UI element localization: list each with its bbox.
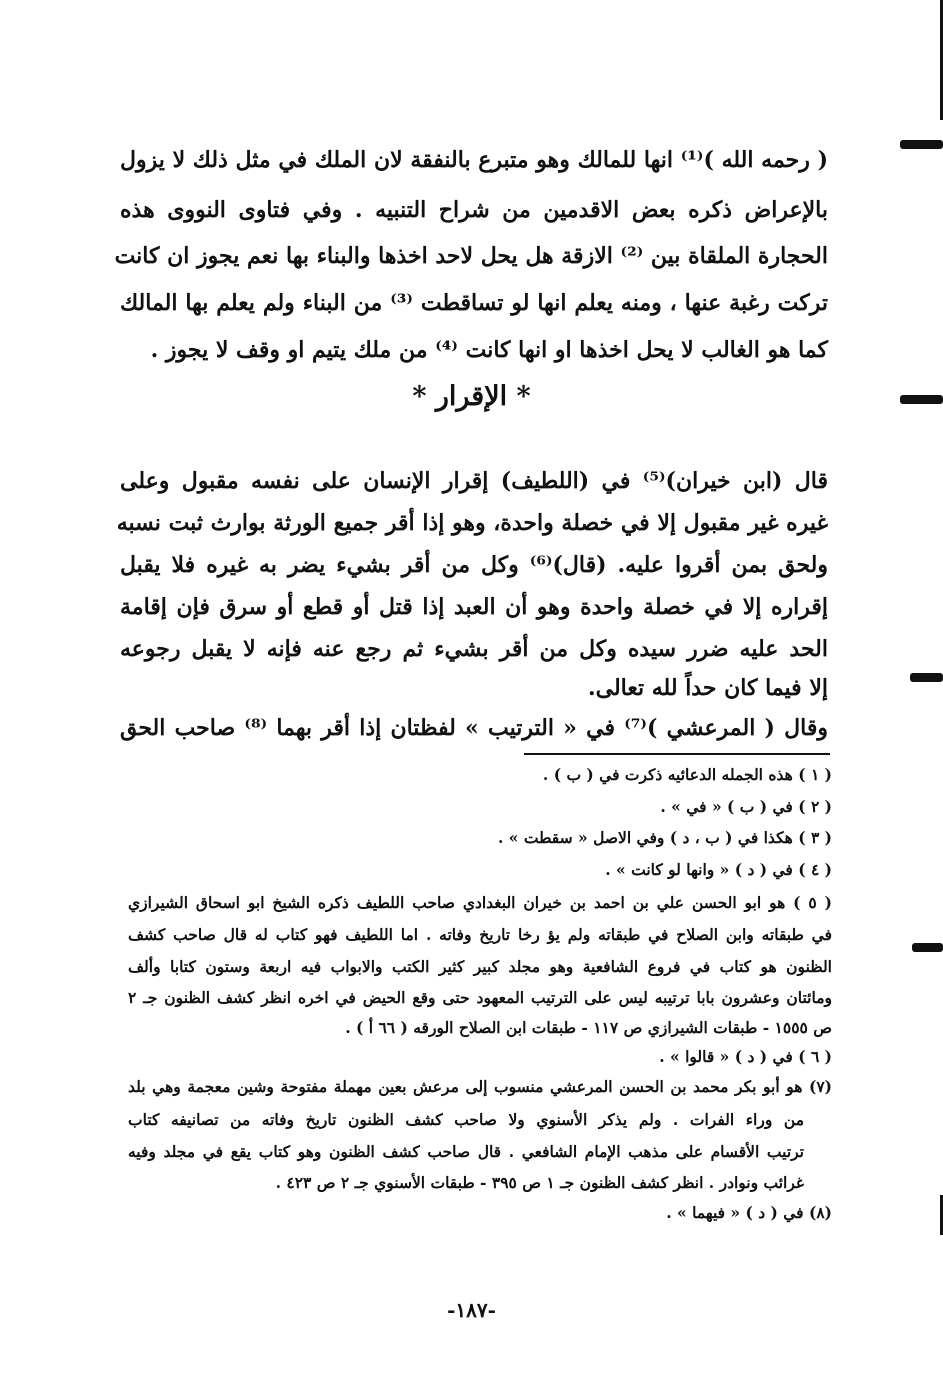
- footnote-line: من وراء الفرات . ولم يذكر الأسنوي ولا صاحب كشف الظنون تاريخ وفاته من تصانيفه كتاب: [128, 1110, 804, 1129]
- footnote-line: ( ٥ ) هو ابو الحسن علي بن احمد بن خيران البغدادي صاحب اللطيف ذكره الشيخ ابو اسحاق الشيرازي: [128, 893, 832, 912]
- footnote-line: ( ٦ ) في ( د ) « قالوا » .: [659, 1047, 832, 1066]
- binding-mark: [910, 673, 943, 682]
- main-text-line: الحجارة الملقاة بين ⁽²⁾ الازقة هل يحل لاحد اخذها والبناء بها نعم يجوز ان كانت: [114, 243, 828, 269]
- footnote-line: ( ١ ) هذه الجمله الدعائيه ذكرت في ( ب ) .: [542, 765, 832, 784]
- footnote-separator: [524, 753, 830, 755]
- main-text-line: ( رحمه الله )⁽¹⁾ انها للمالك وهو متبرع بالنفقة لان الملك في مثل ذلك لا يزول: [120, 147, 829, 173]
- footnote-line: ( ٣ ) هكذا في ( ب ، د ) وفي الاصل « سقطت » .: [497, 828, 832, 847]
- footnote-line: ( ٢ ) في ( ب ) « في » .: [660, 797, 832, 816]
- main-text-line: قال (ابن خيران)⁽⁵⁾ في (اللطيف) إقرار الإنسان على نفسه مقبول وعلى: [120, 468, 828, 494]
- main-text-line: وقال ( المرعشي )⁽⁷⁾ في « الترتيب » لفظتان إذا أقر بهما ⁽⁸⁾ صاحب الحق: [120, 715, 829, 741]
- binding-mark: [912, 943, 943, 952]
- main-text-line: غيره غير مقبول إلا في خصلة واحدة، وهو إذا أقر جميع الورثة بوارث ثبت نسبه: [116, 510, 828, 536]
- footnote-line: الظنون هو كتاب في فروع الشافعية وهو مجلد كبير كثير الكتب والابواب فيه اربعة وستون كتابا وألف: [128, 957, 832, 976]
- footnote-line: ومائتان وعشرون بابا ترتيبه ليس على الترتيب المعهود حتى وقع الحيض في اخره انظر كشف الظنون جـ ٢: [128, 988, 832, 1007]
- footnote-line: ترتيب الأقسام على مذهب الإمام الشافعي . قال صاحب كشف الظنون وهو كتاب يقع في مجلد وفيه: [128, 1142, 804, 1161]
- main-text-line: إلا فيما كان حداً لله تعالى.: [587, 675, 828, 701]
- binding-mark: [900, 140, 943, 149]
- footnote-line: ص ١٥٥٥ - طبقات الشيرازي ص ١١٧ - طبقات ابن الصلاح الورقه ( ٦٦ أ ) .: [345, 1018, 832, 1037]
- footnote-line: (٨) في ( د ) « فيهما » .: [666, 1203, 832, 1222]
- main-text-line: تركت رغبة عنها ، ومنه يعلم انها لو تساقطت ⁽³⁾ من البناء ولم يعلم بها المالك: [120, 290, 828, 316]
- main-text-line: الحد عليه ضرر سيده وكل من أقر بشيء ثم رجع عنه فإنه لا يقبل رجوعه: [120, 636, 828, 662]
- page-number: -١٨٧-: [447, 1298, 496, 1322]
- footnote-line: غرائب ونوادر . انظر كشف الظنون جـ ١ ص ٣٩٥ - طبقات الأسنوي جـ ٢ ص ٤٢٣ .: [275, 1173, 804, 1192]
- footnote-line: (٧) هو أبو بكر محمد بن الحسن المرعشي منسوب إلى مرعش بعين مهملة مفتوحة وشين معجمة وهي بلد: [128, 1077, 832, 1096]
- main-text-line: ولحق بمن أقروا عليه. (قال)⁽⁶⁾ وكل من أقر بشيء يضر به غيره فلا يقبل: [120, 552, 828, 578]
- section-heading: * الإقرار *: [412, 381, 531, 412]
- main-text-line: إقراره إلا في خصلة واحدة وهو أن العبد إذا قتل أو قطع أو سرق فإن إقامة: [120, 594, 828, 620]
- main-text-line: كما هو الغالب لا يحل اخذها او انها كانت ⁽⁴⁾ من ملك يتيم او وقف لا يجوز .: [150, 337, 828, 363]
- footnote-line: في طبقاته وابن الصلاح في طبقاته ولم يؤ رخا تاريخ وفاته . اما اللطيف فهو كتاب له قال صاحب كشف: [128, 925, 832, 944]
- footnote-line: ( ٤ ) في ( د ) « وانها لو كانت » .: [605, 860, 832, 879]
- main-text-line: بالإعراض ذكره بعض الاقدمين من شراح التنبيه . وفي فتاوى النووى هذه: [120, 197, 828, 223]
